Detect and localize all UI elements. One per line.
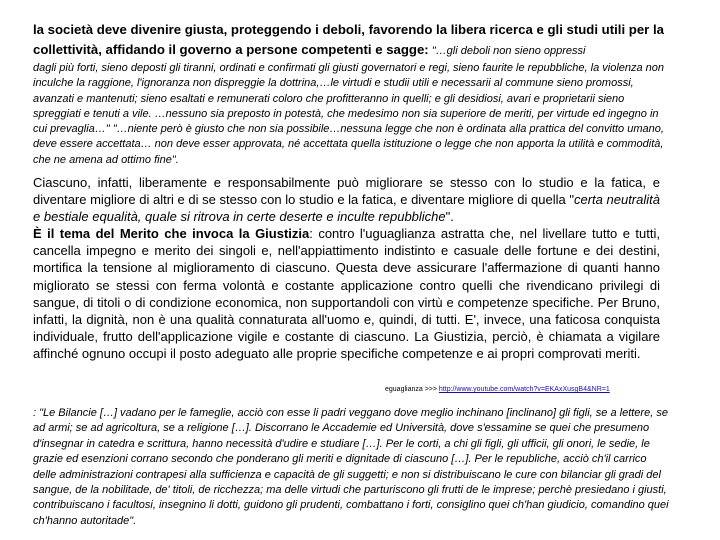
intro-quote-start: "…gli deboli non sieno oppressi <box>428 45 586 57</box>
video-link-prefix: eguaglianza >>> <box>385 386 439 393</box>
paragraph-one-start: Ciascuno, infatti, liberamente e responsabilmente può migliorare se stesso con lo studio e la fatica, e diventare migliore di altri e di se stesso con lo studio e la fatica, e diventare migliore di quella " <box>33 175 660 208</box>
paragraph-two <box>33 225 660 362</box>
intro-quote: dagli più forti, sieno deposti gli tiranni, ordinati e confirmati gli giusti governatori e regi, sieno faurite le repubbliche, la violenza non inculche la raggione, l'ignoranza non dispreggie la dottrina,…le virtudi e studii utili e necessarii al commune sieno promossi, avanzati e mantenuti; sieno esaltati e remunerati coloro che profitteranno in quelli; e gli desidiosi, avari e proprietarii sieno spreggiati e tenuti a vile. …nessuno sia preposto in potestà, che medesimo non sia superiore de meriti, per virtude ed ingegno in cui prevaglia…" "…niente però è giusto che non sia possibile…nessuna legge che non è ordinata alla prattica del convitto umano, deve essere accettata… non deve esser approvata, né accettata quella istituzione o legge che non apporta la utilità e commodità, che ne amena ad ottimo fine". <box>33 62 665 166</box>
intro-heading-text: la società deve divenire giusta, proteggendo i deboli, favorendo la libera ricerca e gli studi utili per la collettività, affidando il governo a persone competenti e sagge: <box>33 22 664 57</box>
paragraph-one-end: ". <box>445 209 454 225</box>
intro-heading <box>33 20 669 61</box>
intro-section <box>33 20 669 168</box>
paragraph-one-italic: certa neutralità e bestiale equalità, quale si ritrova in certe deserte e inculte repubbliche <box>33 192 660 225</box>
paragraph-two-text: : contro l'uguaglianza astratta che, nel livellare tutto e tutti, cancella impegno e merito dei singoli e, nell'appiattimento indistinto e casuale delle fortune e dei destini, mortifica la tensione al miglioramento di ciascuno. Questa deve assicurare l'affermazione di quanti hanno migliorato se stessi con ferma volontà e costante applicazione contro quelli che rivendicano privilegi di sangue, di titoli o di condizione economica, non supportandoli con virtù e competenze specifiche. Per Bruno, infatti, la dignità, non è una qualità connaturata all'uomo e, quindi, di tutti. E', invece, una faticosa conquista individuale, frutto dell'applicazione vigile e costante di ciascuno. La Giustizia, perciò, è chiamata a vigilare affinché ognuno occupi il posto adeguato alle proprie specifiche competenze e ai propri comprovati meriti. <box>33 226 660 361</box>
paragraph-one <box>33 174 660 225</box>
video-link-line <box>385 385 685 395</box>
closing-quote: : "Le Bilancie […] vadano per le fameglie, acciò con esse li padri veggano dove meglio inchinano [inclinano] gli figli, se a lettere, se ad armi; se ad agricoltura, se a religione […]. Discorrano le Accademie ed Università, dove s'essamine se quei che presumeno d'insegnar in catedra e scrittura, hanno necessità d'udire e studiare […]. Per le corti, a chi gli figli, gli ufficii, gli onori, le sedie, le grazie ed esenzioni corrano secondo che ponderano gli meriti e dignitade di ciascuno […]. Per le republiche, acciò ch'il carrico delle administrazioni contrapesi alla sufficienza e capacità de gli suggetti; e non si distribuiscano le cure con bilanciar gli gradi del sangue, de la nobilitade, de' titoli, de ricchezza; ma delle virtudi che parturiscono gli frutti de le imprese; perchè presiedano i giusti, contribuiscano i facultosi, insegnino li dotti, guidono gli prudenti, combattano i forti, consiglino quei ch'han giudicio, comandino quei ch'hanno autoritade". <box>33 407 669 527</box>
body-section <box>33 174 660 362</box>
video-link[interactable]: http://www.youtube.com/watch?v=EKAxXusgB4&NR=1 <box>438 386 610 393</box>
merit-heading: È il tema del Merito che invoca la Giustizia <box>33 226 310 242</box>
